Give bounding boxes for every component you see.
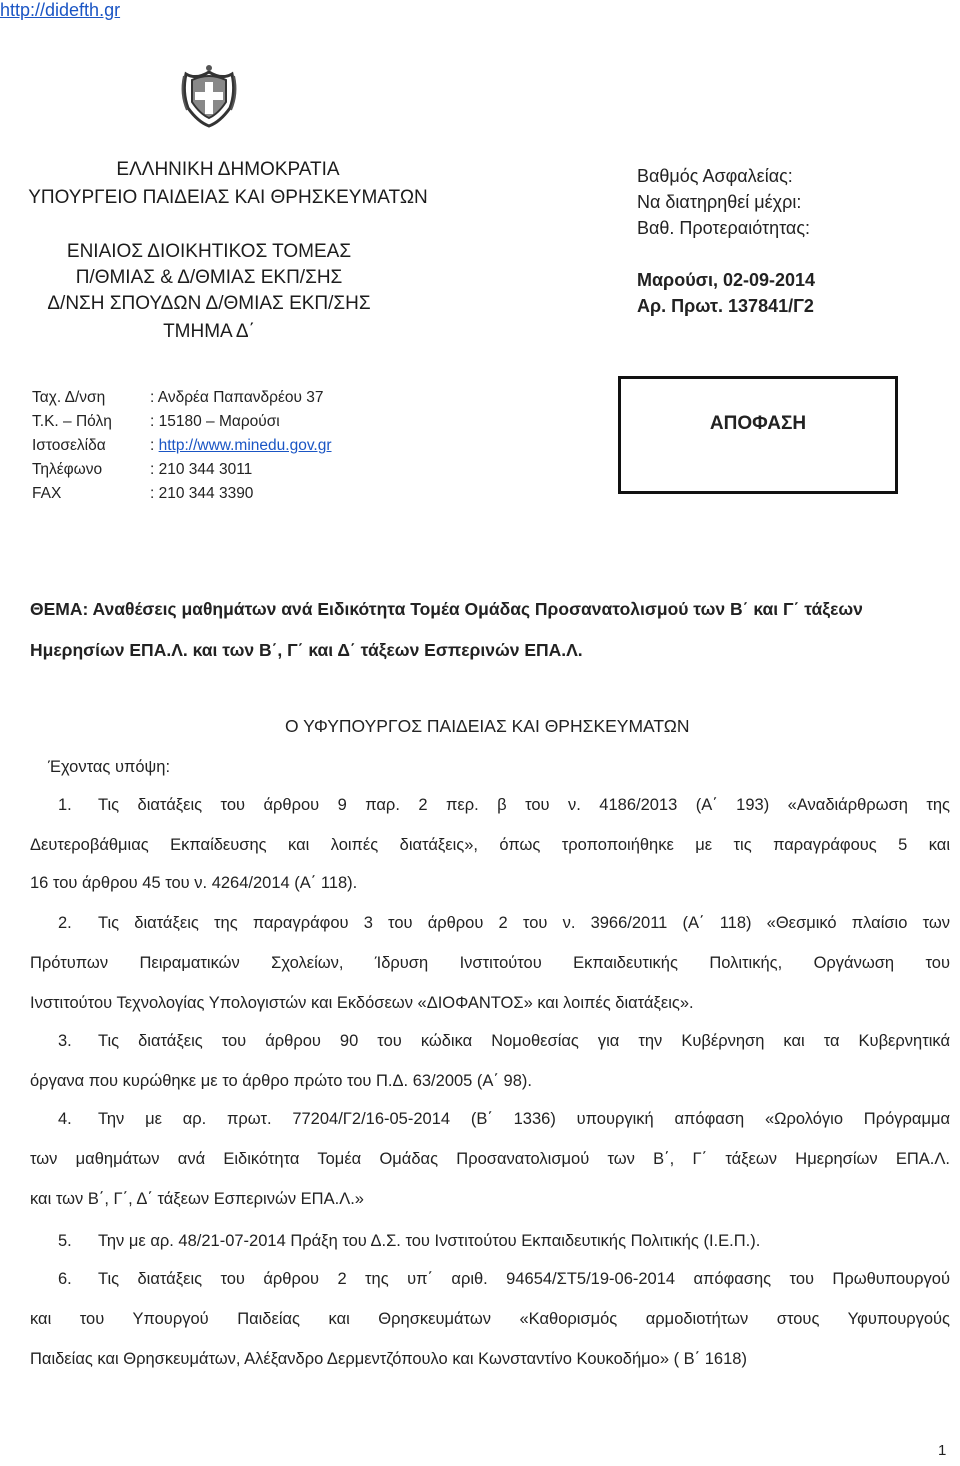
item-text-line: Δευτεροβάθμιας Εκπαίδευσης και λοιπές διατάξεις», όπως τροποποιήθηκε με τις παραγράφους 5 και (30, 836, 950, 854)
subject-line-1: ΘΕΜΑ: Αναθέσεις μαθημάτων ανά Ειδικότητα Τομέα Ομάδας Προσανατολισμού των Β΄ και Γ΄ τάξεων (30, 599, 863, 619)
item-text-line: και του Υπουργού Παιδείας και Θρησκευμάτων «Καθορισμός αρμοδιοτήτων στους Υφυπουργούς (30, 1310, 950, 1328)
postcode-value: : 15180 – Μαρούσι (150, 413, 280, 430)
item-text-line: Την με αρ. πρωτ. 77204/Γ2/16-05-2014 (Β΄ 1336) υπουργική απόφαση «Ωρολόγιο Πρόγραμμα (98, 1110, 950, 1128)
directorate-label: Δ/ΝΣΗ ΣΠΟΥΔΩΝ Δ/ΘΜΙΑΣ ΕΚΠ/ΣΗΣ (47, 293, 371, 314)
decision-box (618, 376, 898, 494)
keep-until: Να διατηρηθεί μέχρι: (637, 192, 802, 212)
levels-label: Π/ΘΜΙΑΣ & Δ/ΘΜΙΑΣ ΕΚΠ/ΣΗΣ (75, 267, 343, 288)
subject-line-2: Ημερησίων ΕΠΑ.Λ. και των Β΄, Γ΄ και Δ΄ τάξεων Εσπερινών ΕΠΑ.Λ. (30, 640, 583, 660)
item-text-line: Ινστιτούτου Τεχνολογίας Υπολογιστών και Εκδόσεων «ΔΙΟΦΑΝΤΟΣ» και λοιπές διατάξεις». (30, 994, 694, 1012)
greek-coat-of-arms-icon (178, 62, 240, 130)
item-number: 4. (58, 1110, 72, 1128)
item-number: 2. (58, 914, 72, 932)
website-link[interactable]: http://www.minedu.gov.gr (158, 437, 332, 454)
item-text-line: Τις διατάξεις του άρθρου 2 της υπ΄ αριθ. 94654/ΣΤ5/19-06-2014 απόφασης του Πρωθυπουργού (98, 1270, 950, 1288)
ministry-label: ΥΠΟΥΡΓΕΙΟ ΠΑΙΔΕΙΑΣ ΚΑΙ ΘΡΗΣΚΕΥΜΑΤΩΝ (28, 187, 428, 208)
postcode-label: Τ.Κ. – Πόλη (32, 413, 112, 430)
item-text-line: Την με αρ. 48/21-07-2014 Πράξη του Δ.Σ. του Ινστιτούτου Εκπαιδευτικής Πολιτικής (Ι.Ε.Π.). (98, 1232, 761, 1250)
decision-title: ΑΠΟΦΑΣΗ (709, 413, 807, 434)
phone-value: : 210 344 3011 (150, 461, 253, 478)
item-text-line: Τις διατάξεις του άρθρου 9 παρ. 2 περ. β του ν. 4186/2013 (Α΄ 193) «Αναδιάρθρωση της (98, 796, 950, 814)
website-label: Ιστοσελίδα (32, 437, 106, 454)
republic-label: ΕΛΛΗΝΙΚΗ ΔΗΜΟΚΡΑΤΙΑ (116, 159, 340, 180)
department-label: ΤΜΗΜΑ Δ΄ (163, 321, 255, 342)
fax-label: FAX (32, 485, 62, 502)
item-text-line: Πρότυπων Πειραματικών Σχολείων, Ίδρυση Ινστιτούτου Εκπαιδευτικής Πολιτικής, Οργάνωση του (30, 954, 950, 972)
item-number: 3. (58, 1032, 72, 1050)
item-text-line: Τις διατάξεις της παραγράφου 3 του άρθρου 2 του ν. 3966/2011 (Α΄ 118) «Θεσμικό πλαίσιο των (98, 914, 950, 932)
address-label: Ταχ. Δ/νση (32, 389, 106, 406)
phone-label: Τηλέφωνο (32, 461, 103, 478)
having-regard-label: Έχοντας υπόψη: (48, 758, 171, 776)
protocol-number: 137841/Γ2 (728, 296, 814, 316)
place-date: Μαρούσι, 02-09-2014 (637, 270, 816, 290)
security-level: Βαθμός Ασφαλείας: (637, 166, 793, 186)
fax-value: : 210 344 3390 (150, 485, 254, 502)
protocol-line (637, 294, 814, 318)
item-text-line: Τις διατάξεις του άρθρου 90 του κώδικα Νομοθεσίας για την Κυβέρνηση και τα Κυβερνητικά (98, 1032, 950, 1050)
item-number: 6. (58, 1270, 72, 1288)
item-number: 5. (58, 1232, 72, 1250)
item-number: 1. (58, 796, 72, 814)
website-line (150, 434, 332, 457)
website-colon: : (150, 437, 159, 454)
sector-label: ΕΝΙΑΙΟΣ ΔΙΟΙΚΗΤΙΚΟΣ ΤΟΜΕΑΣ (66, 241, 352, 262)
item-text-line: των μαθημάτων ανά Ειδικότητα Τομέα Ομάδας Προσανατολισμού των Β΄, Γ΄ τάξεων Ημερησίων ΕΠΑ.Λ. (30, 1150, 950, 1168)
protocol-label: Αρ. Πρωτ. (637, 296, 724, 316)
item-text-line: όργανα που κυρώθηκε με το άρθρο πρώτο του Π.Δ. 63/2005 (Α΄ 98). (30, 1072, 532, 1090)
page-number: 1 (938, 1442, 947, 1459)
address-value: : Ανδρέα Παπανδρέου 37 (150, 389, 324, 406)
item-text-line: Παιδείας και Θρησκευμάτων, Αλέξανδρο Δερμεντζόπουλο και Κωνσταντίνο Κουκοδήμο» ( Β΄ 1618) (30, 1350, 747, 1368)
item-text-line: και των Β΄, Γ΄, Δ΄ τάξεων Εσπερινών ΕΠΑ.Λ.» (30, 1190, 364, 1208)
item-text-line: 16 του άρθρου 45 του ν. 4264/2014 (Α΄ 118). (30, 874, 358, 892)
priority-level: Βαθ. Προτεραιότητας: (637, 218, 811, 238)
source-link[interactable]: http://didefth.gr (0, 0, 121, 20)
signatory: Ο ΥΦΥΠΟΥΡΓΟΣ ΠΑΙΔΕΙΑΣ ΚΑΙ ΘΡΗΣΚΕΥΜΑΤΩΝ (285, 716, 690, 736)
